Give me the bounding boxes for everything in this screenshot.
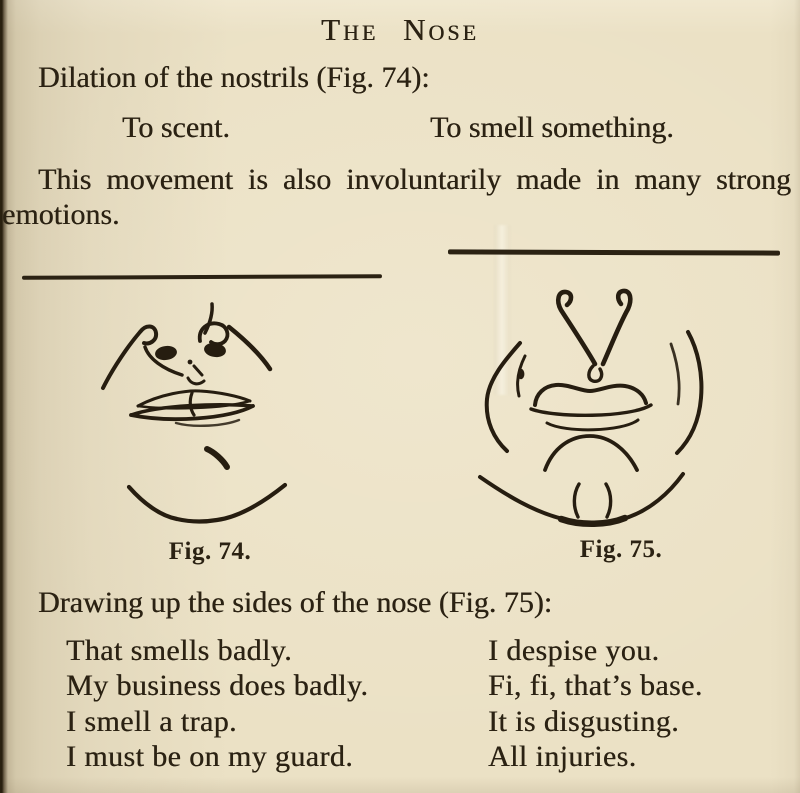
fig74-drawing	[88, 298, 308, 538]
note-line-2: emotions.	[2, 198, 120, 231]
note-line-1: This movement is also involuntarily made in many strong	[38, 163, 791, 196]
fig74-caption: Fig. 74.	[168, 538, 252, 565]
meaning-item: My business does badly.	[66, 669, 369, 703]
page-title: The Nose	[321, 12, 479, 47]
meaning-item: All injuries.	[488, 739, 637, 773]
dilation-heading: Dilation of the nostrils (Fig. 74):	[38, 61, 430, 94]
fig75-caption: Fig. 75.	[579, 536, 663, 563]
meanings-column-left	[66, 633, 368, 774]
meanings-column-right	[488, 633, 703, 774]
meaning-item: I must be on my guard.	[66, 739, 354, 773]
drawing-up-heading: Drawing up the sides of the nose (Fig. 75):	[38, 586, 553, 619]
dilation-meaning-scent: To scent.	[122, 111, 230, 144]
meaning-item: It is disgusting.	[488, 704, 679, 738]
fig75-drawing	[462, 278, 714, 550]
meaning-item: I despise you.	[488, 634, 660, 667]
dilation-meaning-smell: To smell something.	[430, 111, 674, 144]
meaning-item: That smells badly.	[66, 634, 293, 667]
divider-rule-left	[22, 274, 382, 280]
meaning-item: Fi, fi, that’s base.	[488, 669, 703, 703]
meaning-item: I smell a trap.	[66, 704, 237, 738]
